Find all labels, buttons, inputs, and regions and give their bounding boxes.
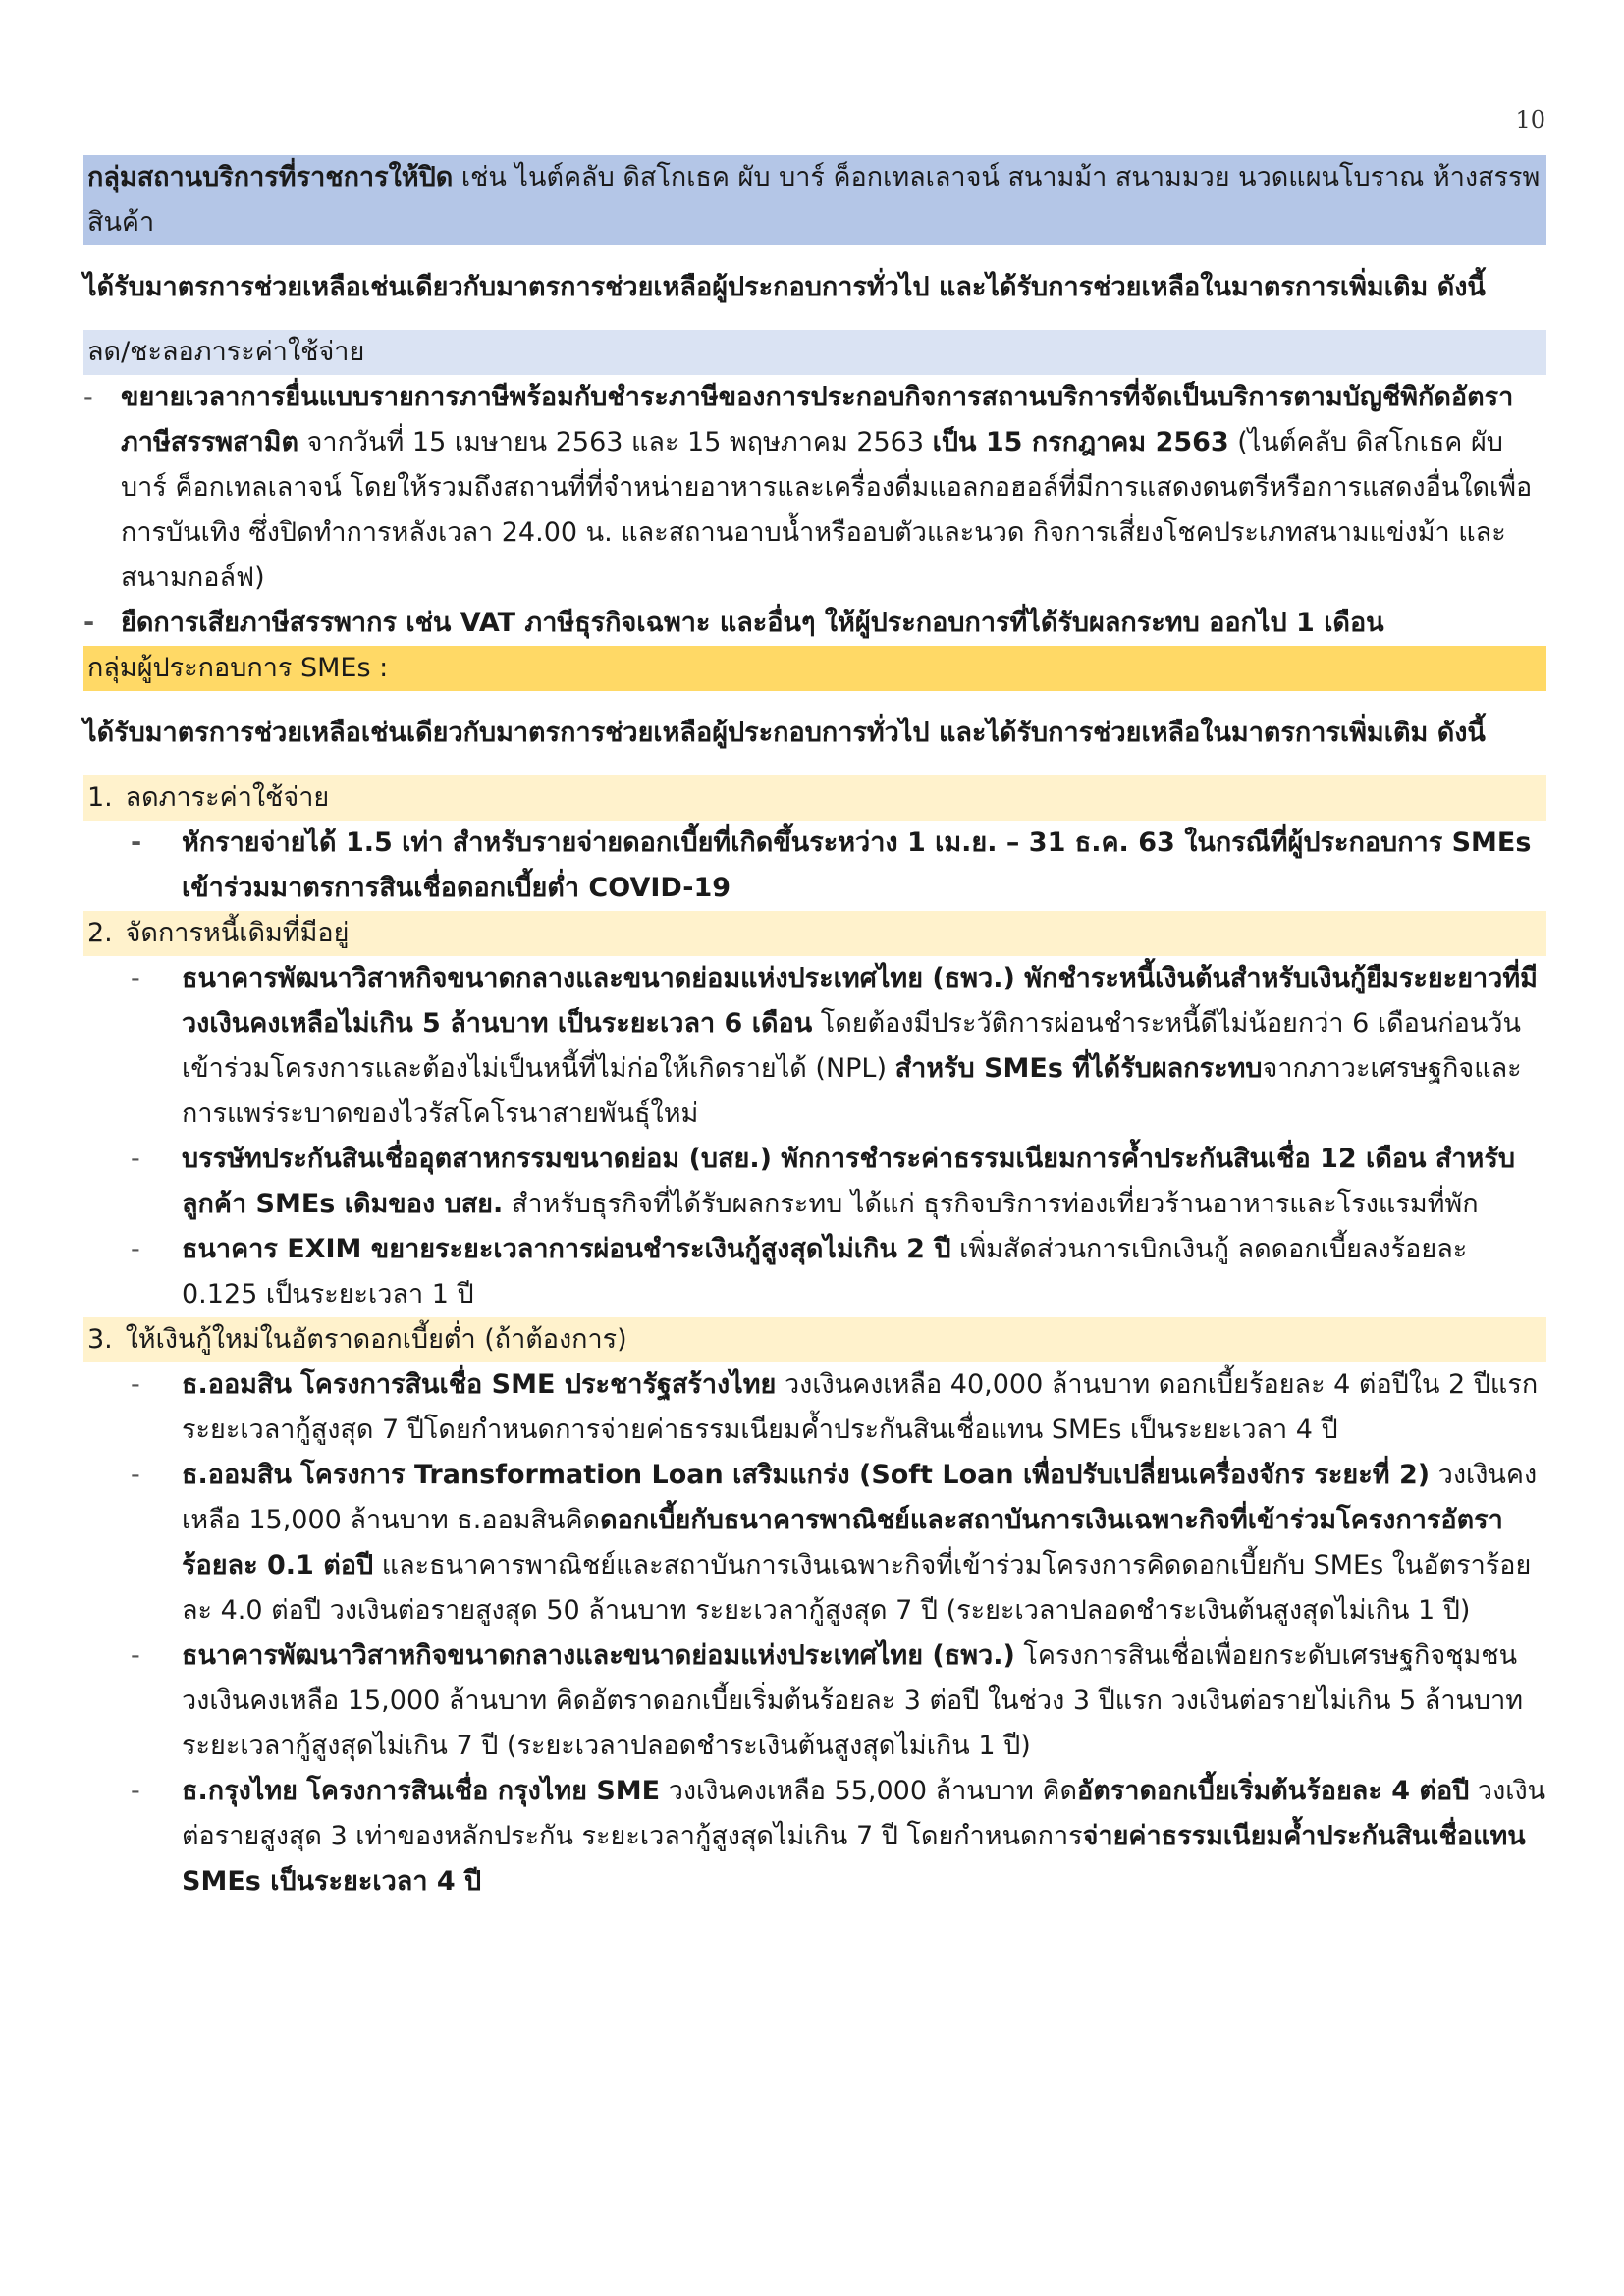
numbered-heading-1: 1. ลดภาระค่าใช้จ่าย xyxy=(83,775,1546,821)
bullet-gsb-transformation: - ธ.ออมสิน โครงการ Transformation Loan เสริมแกร่ง (Soft Loan เพื่อปรับเปลี่ยนเครื่องจักร ระยะที่ 2) วงเงินคงเหลือ 15,000 ล้านบาท ธ.ออมสินคิดดอกเบี้ยกับธนาคารพาณิชย์และสถาบันการเงินเฉพาะกิจที่เข้าร่วมโครงการอัตราร้อยละ 0.1 ต่อปี และธนาคารพาณิชย์และสถาบันการเงินเฉพาะกิจที่เข้าร่วมโครงการคิดดอกเบี้ยกับ SMEs ในอัตราร้อยละ 4.0 ต่อปี วงเงินต่อรายสูงสุด 50 ล้านบาท ระยะเวลากู้สูงสุด 7 ปี (ระยะเวลาปลอดชำระเงินต้นสูงสุดไม่เกิน 1 ปี) xyxy=(131,1460,1538,1626)
bullet-sme-bank-suspend: - ธนาคารพัฒนาวิสาหกิจขนาดกลางและขนาดย่อมแห่งประเทศไทย (ธพว.) พักชำระหนี้เงินต้นสำหรับเงินกู้ยืมระยะยาวที่มีวงเงินคงเหลือไม่เกิน 5 ล้านบาท เป็นระยะเวลา 6 เดือน โดยต้องมีประวัติการผ่อนชำระหนี้ดีไม่น้อยกว่า 6 เดือนก่อนวันเข้าร่วมโครงการและต้องไม่เป็นหนี้ที่ไม่ก่อให้เกิดรายได้ (NPL) สำหรับ SMEs ที่ได้รับผลกระทบจากภาวะเศรษฐกิจและการแพร่ระบาดของไวรัสโคโรนาสายพันธุ์ใหม่ xyxy=(131,963,1538,1129)
page-number: 10 xyxy=(1515,106,1545,133)
numbered-heading-2: 2. จัดการหนี้เดิมที่มีอยู่ xyxy=(83,911,1546,956)
section-intro: ได้รับมาตรการช่วยเหลือเช่นเดียวกับมาตรการช่วยเหลือผู้ประกอบการทั่วไป และได้รับการช่วยเหลือในมาตรการเพิ่มเติม ดังนี้ xyxy=(83,718,1486,748)
bullet-ktb-sme: - ธ.กรุงไทย โครงการสินเชื่อ กรุงไทย SME วงเงินคงเหลือ 55,000 ล้านบาท คิดอัตราดอกเบี้ยเริ่มต้นร้อยละ 4 ต่อปี วงเงินต่อรายสูงสุด 3 เท่าของหลักประกัน ระยะเวลากู้สูงสุดไม่เกิน 7 ปี โดยกำหนดการจ่ายค่าธรรมเนียมค้ำประกันสินเชื่อแทน SMEs เป็นระยะเวลา 4 ปี xyxy=(131,1776,1546,1896)
bullet-tcg-fee: - บรรษัทประกันสินเชื่ออุตสาหกรรมขนาดย่อม (บสย.) พักการชำระค่าธรรมเนียมการค้ำประกันสินเชื่อ 12 เดือน สำหรับลูกค้า SMEs เดิมของ บสย. สำหรับธุรกิจที่ได้รับผลกระทบ ได้แก่ ธุรกิจบริการท่องเที่ยวร้านอาหารและโรงแรมที่พัก xyxy=(131,1144,1515,1219)
bullet-tax-delay: - ยืดการเสียภาษีสรรพากร เช่น VAT ภาษีธุรกิจเฉพาะ และอื่นๆ ให้ผู้ประกอบการที่ได้รับผลกระทบ ออกไป 1 เดือน xyxy=(83,608,1384,638)
section-heading-smes: กลุ่มผู้ประกอบการ SMEs : xyxy=(83,646,1546,691)
section-heading-rest: เช่น ไนต์คลับ ดิสโกเธค ผับ บาร์ ค็อกเทลเลาจน์ สนามม้า สนามมวย นวดแผนโบราณ ห้างสรรพสินค้า xyxy=(87,162,1541,238)
subheading-reduce-costs: ลด/ชะลอภาระค่าใช้จ่าย xyxy=(83,330,1546,375)
bullet-interest-deduction: - หักรายจ่ายได้ 1.5 เท่า สำหรับรายจ่ายดอกเบี้ยที่เกิดขึ้นระหว่าง 1 เม.ย. – 31 ธ.ค. 63 ในกรณีที่ผู้ประกอบการ SMEs เข้าร่วมมาตรการสินเชื่อดอกเบี้ยต่ำ COVID-19 xyxy=(131,828,1532,903)
bullet-tax-deadline: - ขยายเวลาการยื่นแบบรายการภาษีพร้อมกับชำระภาษีของการประกอบกิจการสถานบริการที่จัดเป็นบริการตามบัญชีพิกัดอัตราภาษีสรรพสามิต จากวันที่ 15 เมษายน 2563 และ 15 พฤษภาคม 2563 เป็น 15 กรกฎาคม 2563 (ไนต์คลับ ดิสโกเธค ผับ บาร์ ค็อกเทลเลาจน์ โดยให้รวมถึงสถานที่ที่จำหน่ายอาหารและเครื่องดื่มแอลกอฮอล์ที่มีการแสดงดนตรีหรือการแสดงอื่นใดเพื่อการบันเทิง ซึ่งปิดทำการหลังเวลา 24.00 น. และสถานอาบน้ำหรืออบตัวและนวด กิจการเสี่ยงโชคประเภทสนามแข่งม้า และสนามกอล์ฟ) xyxy=(83,382,1533,593)
section-heading-bold: กลุ่มสถานบริการที่ราชการให้ปิด xyxy=(87,162,454,192)
bullet-exim: - ธนาคาร EXIM ขยายระยะเวลาการผ่อนชำระเงินกู้สูงสุดไม่เกิน 2 ปี เพิ่มสัดส่วนการเบิกเงินกู้ ลดดอกเบี้ยลงร้อยละ 0.125 เป็นระยะเวลา 1 ปี xyxy=(131,1234,1468,1309)
document-body xyxy=(83,155,1546,1904)
section-heading-closed-venues xyxy=(83,155,1546,245)
numbered-heading-3: 3. ให้เงินกู้ใหม่ในอัตราดอกเบี้ยต่ำ (ถ้าต้องการ) xyxy=(83,1317,1546,1362)
bullet-sme-bank-community: - ธนาคารพัฒนาวิสาหกิจขนาดกลางและขนาดย่อมแห่งประเทศไทย (ธพว.) โครงการสินเชื่อเพื่อยกระดับเศรษฐกิจชุมชน วงเงินคงเหลือ 15,000 ล้านบาท คิดอัตราดอกเบี้ยเริ่มต้นร้อยละ 3 ต่อปี ในช่วง 3 ปีแรก วงเงินต่อรายไม่เกิน 5 ล้านบาท ระยะเวลากู้สูงสุดไม่เกิน 7 ปี (ระยะเวลาปลอดชำระเงินต้นสูงสุดไม่เกิน 1 ปี) xyxy=(131,1640,1524,1761)
section-intro: ได้รับมาตรการช่วยเหลือเช่นเดียวกับมาตรการช่วยเหลือผู้ประกอบการทั่วไป และได้รับการช่วยเหลือในมาตรการเพิ่มเติม ดังนี้ xyxy=(83,272,1486,302)
bullet-gsb-sme: - ธ.ออมสิน โครงการสินเชื่อ SME ประชารัฐสร้างไทย วงเงินคงเหลือ 40,000 ล้านบาท ดอกเบี้ยร้อยละ 4 ต่อปีใน 2 ปีแรก ระยะเวลากู้สูงสุด 7 ปีโดยกำหนดการจ่ายค่าธรรมเนียมค้ำประกันสินเชื่อแทน SMEs เป็นระยะเวลา 4 ปี xyxy=(131,1369,1539,1445)
